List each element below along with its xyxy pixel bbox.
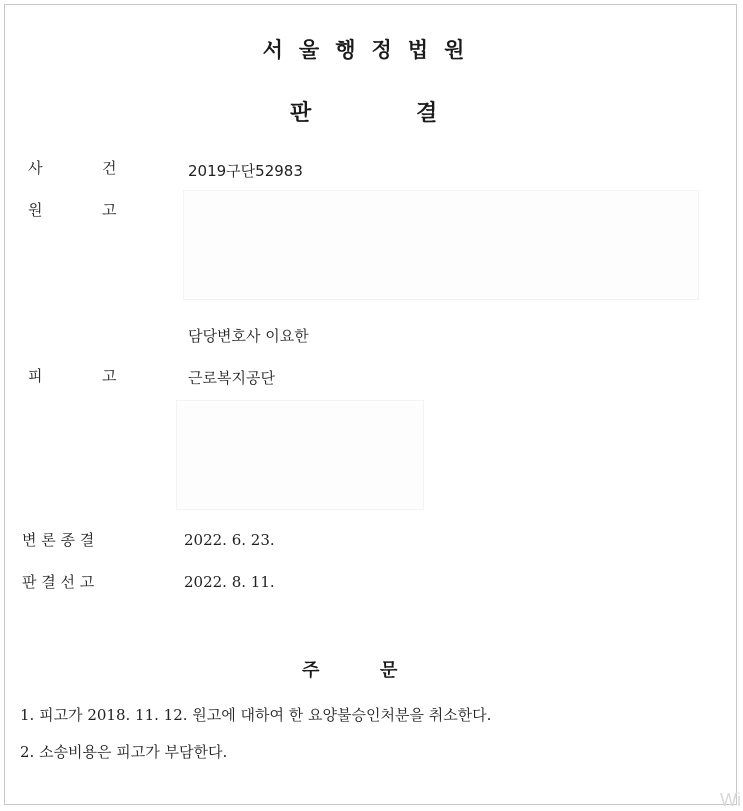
judgment-title-char-2: 결 bbox=[416, 101, 438, 126]
plaintiff-label-char-1: 원 bbox=[28, 201, 43, 219]
order-item-2: 2. 소송비용은 피고가 부담한다. bbox=[20, 743, 228, 761]
redacted-defendant-info bbox=[176, 400, 424, 510]
watermark: Wi bbox=[720, 790, 741, 810]
defendant-name: 근로복지공단 bbox=[188, 369, 275, 387]
defendant-label-char-2: 고 bbox=[102, 367, 117, 385]
case-label-char-1: 사 bbox=[28, 159, 43, 177]
sentencing-date: 2022. 8. 11. bbox=[184, 573, 275, 591]
case-label-char-2: 건 bbox=[102, 159, 117, 177]
case-number: 2019구단52983 bbox=[188, 162, 303, 180]
order-item-1: 1. 피고가 2018. 11. 12. 원고에 대하여 한 요양불승인처분을 취소한다. bbox=[20, 706, 492, 724]
defendant-label-char-1: 피 bbox=[28, 367, 43, 385]
court-name: 서울행정법원 bbox=[262, 38, 481, 62]
closing-label: 변 론 종 결 bbox=[22, 531, 95, 549]
order-title-char-1: 주 bbox=[302, 660, 320, 681]
closing-date: 2022. 6. 23. bbox=[184, 531, 275, 549]
plaintiff-counsel: 담당변호사 이요한 bbox=[188, 327, 309, 345]
plaintiff-label-char-2: 고 bbox=[102, 201, 117, 219]
sentencing-label: 판 결 선 고 bbox=[22, 573, 95, 591]
order-title-char-2: 문 bbox=[380, 660, 398, 681]
redacted-plaintiff-info bbox=[183, 190, 699, 300]
judgment-title-char-1: 판 bbox=[290, 101, 312, 126]
